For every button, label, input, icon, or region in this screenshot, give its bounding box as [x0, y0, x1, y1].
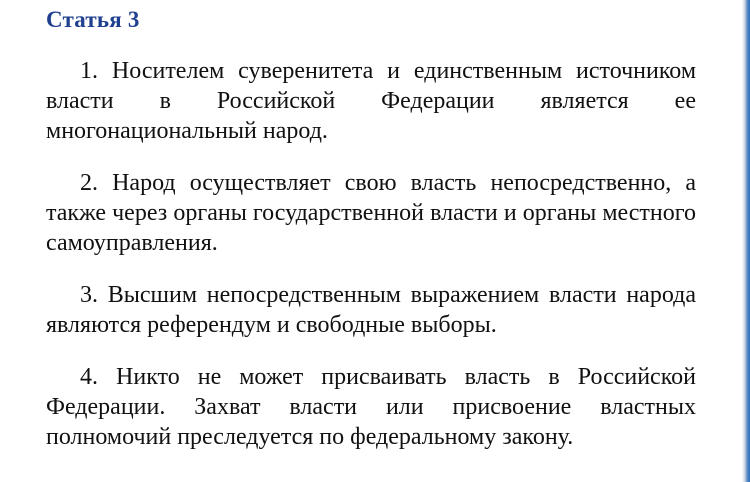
- article-paragraph-4: 4. Никто не может присваивать власть в Российской Федерации. Захват власти или присвоение властных полномочий преследуется по федеральному закону.: [46, 364, 696, 450]
- article-paragraph-3: 3. Высшим непосредственным выражением власти народа являются референдум и свободные выборы.: [46, 282, 696, 338]
- article-paragraph-1: 1. Носителем суверенитета и единственным источником власти в Российской Федерации является ее многонациональный народ.: [46, 58, 696, 144]
- article-body: [46, 56, 696, 452]
- article-title: Статья 3: [46, 7, 140, 32]
- article-paragraph-2: 2. Народ осуществляет свою власть непосредственно, а также через органы государственной власти и органы местного самоуправления.: [46, 170, 696, 256]
- page-edge-accent: [742, 0, 750, 482]
